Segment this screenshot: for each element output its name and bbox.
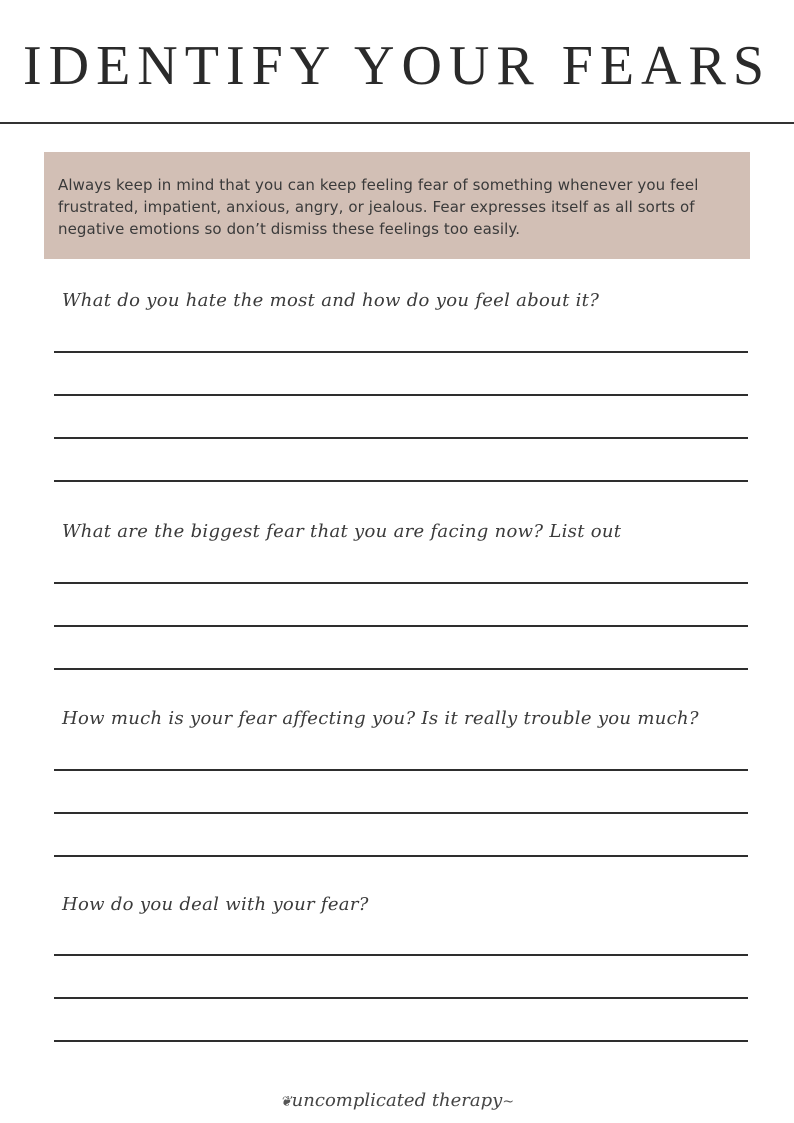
brand-name: uncomplicated therapy [291, 1090, 503, 1111]
question-1: What do you hate the most and how do you feel about it? [62, 290, 600, 311]
answer-line-2-2[interactable] [54, 625, 748, 627]
flourish-icon: ❦ [279, 1094, 292, 1110]
footer-brand [0, 1090, 794, 1111]
answer-line-3-1[interactable] [54, 769, 748, 771]
answer-line-2-1[interactable] [54, 582, 748, 584]
answer-line-1-4[interactable] [54, 480, 748, 482]
question-4: How do you deal with your fear? [62, 894, 369, 915]
title-divider [0, 122, 794, 124]
answer-line-3-3[interactable] [54, 855, 748, 857]
answer-line-1-2[interactable] [54, 394, 748, 396]
page-title: IDENTIFY YOUR FEARS [23, 35, 771, 97]
answer-line-4-1[interactable] [54, 954, 748, 956]
answer-line-1-3[interactable] [54, 437, 748, 439]
answer-line-4-2[interactable] [54, 997, 748, 999]
answer-line-1-1[interactable] [54, 351, 748, 353]
answer-line-4-3[interactable] [54, 1040, 748, 1042]
flourish-tail-icon: ~ [502, 1094, 515, 1110]
callout-text: Always keep in mind that you can keep feeling fear of something whenever you feel frustrated, impatient, anxious, angry, or jealous. Fear expresses itself as all sorts of negative emotions so don’t dismiss these feelings too easily. [58, 176, 699, 238]
question-2: What are the biggest fear that you are facing now? List out [62, 521, 622, 542]
answer-line-2-3[interactable] [54, 668, 748, 670]
answer-line-3-2[interactable] [54, 812, 748, 814]
question-3: How much is your fear affecting you? Is it really trouble you much? [62, 708, 699, 729]
callout-box [44, 152, 750, 259]
